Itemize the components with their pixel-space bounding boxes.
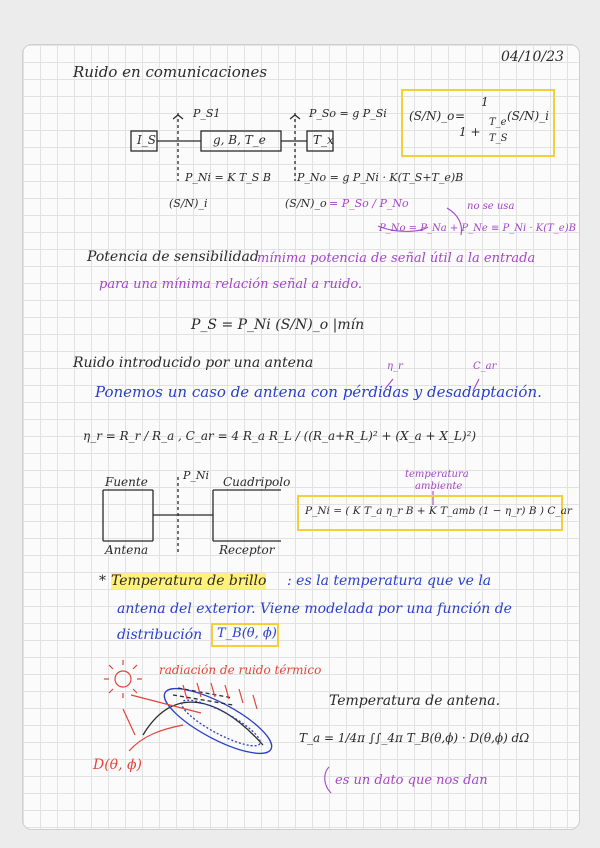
notebook-page: [22, 44, 580, 830]
tb-function: T_B(θ, ϕ): [217, 626, 277, 641]
formula1-den-prefix: 1 +: [459, 125, 481, 139]
page-title: Ruido en comunicaciones: [73, 63, 268, 81]
brillo-line-3: distribución: [117, 627, 203, 643]
no-se-usa-note: no se usa: [467, 201, 515, 212]
fuente-label: Fuente: [105, 475, 148, 489]
snr-formula-box: [401, 89, 555, 157]
sensibilidad-def-2: para una mínima relación señal a ruido.: [99, 277, 363, 292]
dato-note: es un dato que nos dan: [335, 773, 488, 788]
efficiency-formula: η_r = R_r / R_a , C_ar = 4 R_a R_L / ((R_a+R_L)² + (X_a + X_L)²): [83, 429, 477, 443]
sensibilidad-def-1: mínima potencia de señal útil a la entrada: [257, 251, 536, 266]
page-date: 04/10/23: [501, 49, 564, 65]
temp-amb-label-1: temperatura: [405, 469, 469, 480]
antena-intro: Ponemos un caso de antena con pérdidas y desadaptación.: [95, 383, 542, 401]
ca-note: C_ar: [473, 361, 497, 372]
pno-equation: P_No = P_Na + P_Ne ≡ P_Ni · K(T_e)B: [379, 223, 576, 234]
source-label: I_S: [137, 133, 156, 147]
snr-ratio: = P_So / P_No: [329, 197, 409, 210]
formula1-numerator: 1: [481, 95, 489, 109]
antena-label: Antena: [105, 543, 149, 557]
brillo-term: Temperatura de brillo: [111, 573, 267, 589]
pni-label: P_Ni = K T_S B: [185, 171, 271, 184]
sensibilidad-term: Potencia de sensibilidad: [87, 249, 259, 265]
snr-in-symbol: (S/N)_i: [507, 109, 549, 123]
snr-output: (S/N)_o: [285, 197, 327, 210]
temp-amb-label-2: ambiente: [415, 481, 463, 492]
bullet-marker: *: [99, 573, 106, 589]
amp-label: g, B, T_e: [213, 133, 266, 147]
radiacion-label: radiación de ruido térmico: [159, 663, 322, 677]
pni-diagram-label: P_Ni: [183, 469, 210, 482]
pso-label: P_So = g P_Si: [309, 107, 387, 120]
antena-heading: Ruido introducido por una antena: [73, 355, 314, 371]
pni-formula: P_Ni = ( K T_a η_r B + K T_amb (1 − η_r) B ) C_ar: [305, 505, 572, 517]
antenna-temp-title: Temperatura de antena.: [329, 693, 501, 709]
brillo-line-2: antena del exterior. Viene modelada por una función de: [117, 601, 512, 617]
ps1-label: P_S1: [193, 107, 221, 120]
pno-label: P_No = g P_Ni · K(T_S+T_e)B: [297, 171, 464, 184]
snr-input: (S/N)_i: [169, 197, 208, 210]
nr-note: η_r: [387, 361, 403, 372]
formula1-te: T_e: [489, 117, 507, 128]
sensibilidad-formula: P_S = P_Ni (S/N)_o |mín: [191, 317, 365, 333]
antenna-temp-formula: T_a = 1/4π ∫∫_4π T_B(θ,ϕ) · D(θ,ϕ) dΩ: [299, 731, 530, 745]
pni-formula-box: [297, 495, 572, 531]
receiver-label: T_x: [313, 133, 334, 147]
formula1-ts: T_S: [489, 133, 508, 144]
equals-sign: =: [455, 109, 466, 123]
cuadripolo-label: Cuadripolo: [223, 475, 291, 489]
receptor-label: Receptor: [219, 543, 275, 557]
brillo-line-1: : es la temperatura que ve la: [287, 573, 492, 589]
directivity-label: D(θ, ϕ): [93, 757, 143, 773]
tb-function-box: [211, 623, 279, 647]
snr-out-symbol: (S/N)_o: [409, 109, 455, 123]
